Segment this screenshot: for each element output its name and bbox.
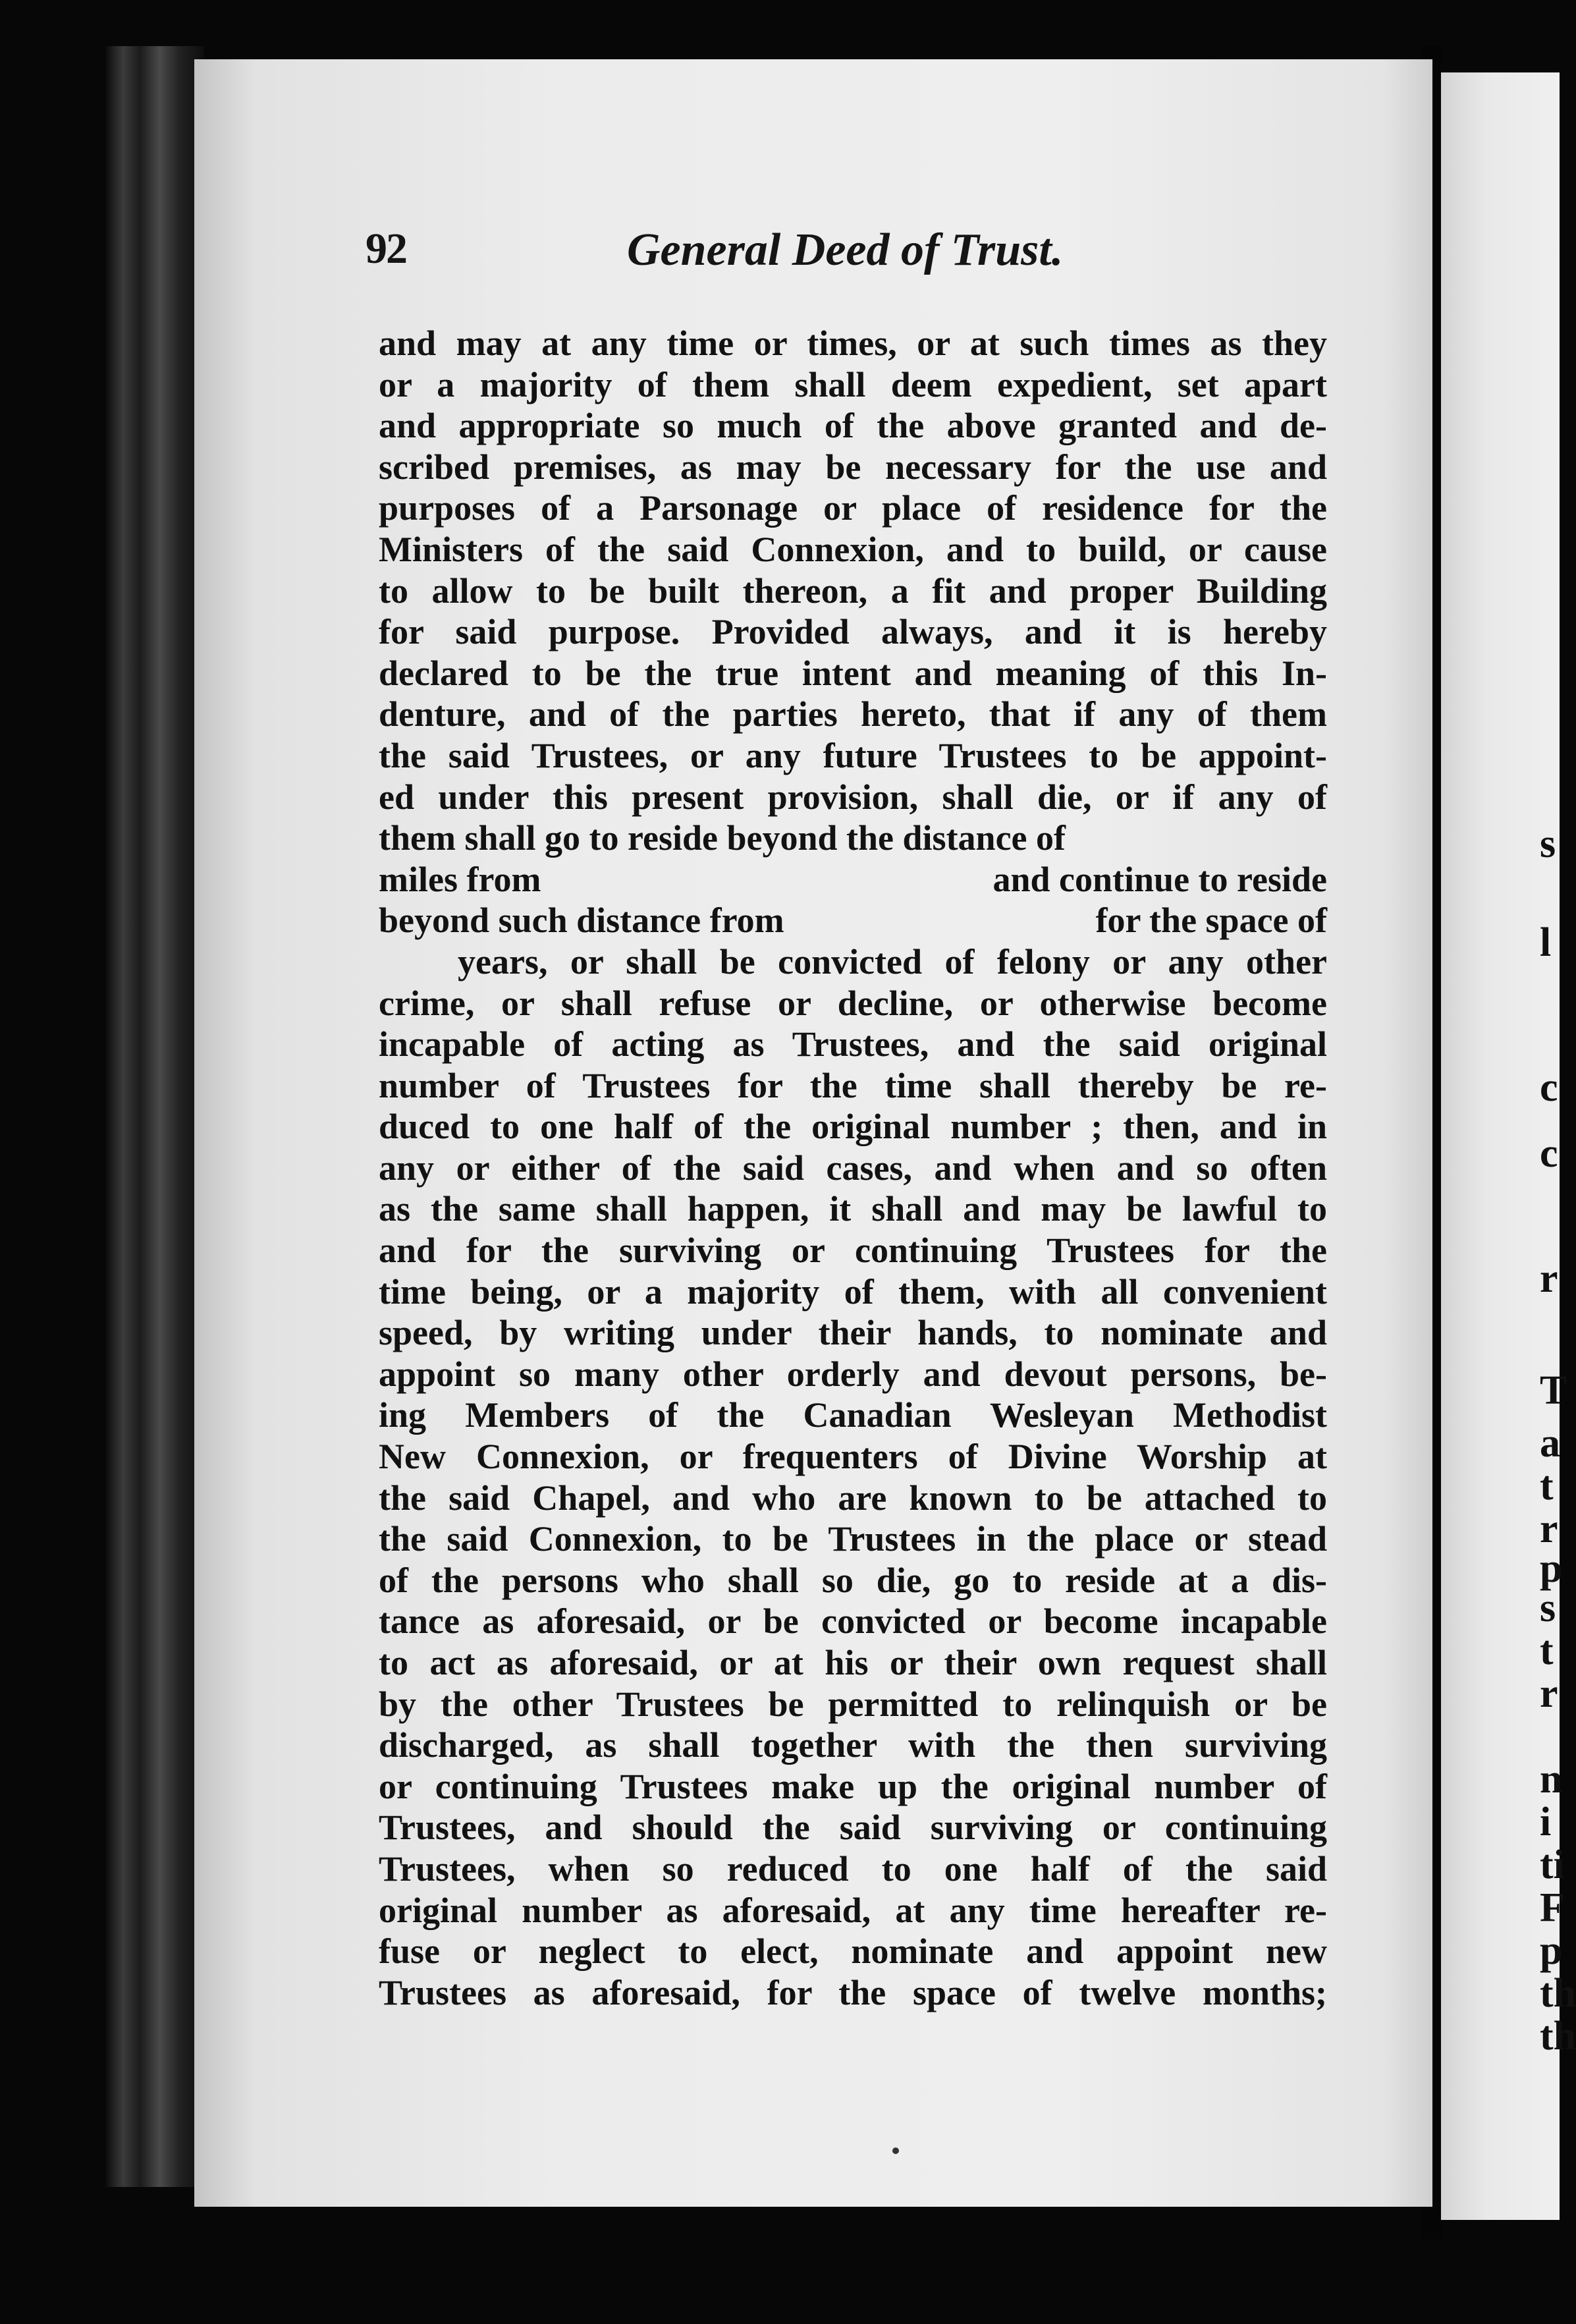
text-line: Ministers of the said Connexion, and to build, or cause xyxy=(379,529,1327,569)
body-text xyxy=(379,323,1327,2013)
text-fragment: miles from xyxy=(379,859,541,899)
adjacent-letter: c xyxy=(1540,1065,1558,1110)
text-line: as the same shall happen, it shall and may be lawful to xyxy=(379,1189,1327,1229)
text-line: appoint so many other orderly and devout persons, be- xyxy=(379,1354,1327,1394)
text-line: for said purpose. Provided always, and it is hereby xyxy=(379,612,1327,652)
text-line: ed under this present provision, shall die, or if any of xyxy=(379,777,1327,817)
text-line-with-blanks xyxy=(379,859,1327,900)
text-line: purposes of a Parsonage or place of residence for the xyxy=(379,488,1327,528)
text-line: speed, by writing under their hands, to nominate and xyxy=(379,1313,1327,1353)
text-line: New Connexion, or frequenters of Divine Worship at xyxy=(379,1437,1327,1477)
text-line: Trustees, and should the said surviving or continuing xyxy=(379,1808,1327,1848)
text-line: and may at any time or times, or at such times as they xyxy=(379,323,1327,363)
text-line: or a majority of them shall deem expedient, set apart xyxy=(379,364,1327,404)
adjacent-letter: s xyxy=(1540,821,1556,866)
adjacent-letter: th xyxy=(1540,2014,1576,2059)
text-line: the said Trustees, or any future Trustees to be appoint- xyxy=(379,735,1327,775)
adjacent-letter: l xyxy=(1540,920,1552,965)
ink-speck xyxy=(892,2147,899,2154)
adjacent-letter: t xyxy=(1540,1464,1554,1508)
text-line: and for the surviving or continuing Trustees for the xyxy=(379,1231,1327,1271)
text-line: to act as aforesaid, or at his or their own request shall xyxy=(379,1643,1327,1682)
adjacent-letter: s xyxy=(1540,1586,1556,1630)
page-number: 92 xyxy=(366,225,406,273)
text-line: crime, or shall refuse or decline, or otherwise become xyxy=(379,983,1327,1023)
adjacent-letter: T xyxy=(1540,1368,1567,1413)
text-line: duced to one half of the original number ; then, and in xyxy=(379,1107,1327,1147)
text-line-with-blanks xyxy=(379,900,1327,941)
adjacent-letter: r xyxy=(1540,1671,1558,1716)
adjacent-letter: r xyxy=(1540,1507,1558,1551)
text-line: ing Members of the Canadian Wesleyan Methodist xyxy=(379,1395,1327,1435)
adjacent-letter: p xyxy=(1540,1928,1563,1973)
text-line: the said Connexion, to be Trustees in the place or stead xyxy=(379,1519,1327,1559)
text-line: years, or shall be convicted of felony or any other xyxy=(458,941,1327,982)
adjacent-letter: th xyxy=(1540,1971,1576,2016)
adjacent-letter: c xyxy=(1540,1131,1558,1176)
book-binding-edge xyxy=(105,46,204,2187)
text-fragment: beyond such distance from xyxy=(379,900,784,941)
adjacent-letter: a xyxy=(1540,1421,1560,1466)
text-line: Trustees as aforesaid, for the space of twelve months; xyxy=(379,1972,1327,2012)
text-line: or continuing Trustees make up the original number of xyxy=(379,1766,1327,1806)
text-line: scribed premises, as may be necessary for the use and xyxy=(379,447,1327,487)
text-line: declared to be the true intent and meaning of this In- xyxy=(379,653,1327,693)
text-line: fuse or neglect to elect, nominate and appoint new xyxy=(379,1931,1327,1972)
adjacent-letter: r xyxy=(1540,1256,1558,1301)
text-line: denture, and of the parties hereto, that if any of them xyxy=(379,694,1327,734)
text-line: number of Trustees for the time shall thereby be re- xyxy=(379,1065,1327,1105)
text-line: and appropriate so much of the above granted and de- xyxy=(379,406,1327,446)
text-line: tance as aforesaid, or be convicted or become incapable xyxy=(379,1601,1327,1642)
adjacent-letter: i xyxy=(1540,1800,1552,1844)
text-line: of the persons who shall so die, go to reside at a dis- xyxy=(379,1560,1327,1600)
text-line: them shall go to reside beyond the distance of xyxy=(379,818,1066,858)
adjacent-letter: ti xyxy=(1540,1842,1565,1887)
adjacent-letter: n xyxy=(1540,1757,1563,1802)
text-line: Trustees, when so reduced to one half of the said xyxy=(379,1848,1327,1889)
text-line: discharged, as shall together with the then surviving xyxy=(379,1725,1327,1765)
running-title: General Deed of Trust. xyxy=(627,225,1064,275)
text-line: incapable of acting as Trustees, and the said original xyxy=(379,1024,1327,1065)
text-fragment: for the space of xyxy=(1095,900,1327,941)
text-line: by the other Trustees be permitted to relinquish or be xyxy=(379,1684,1327,1724)
adjacent-letter: p xyxy=(1540,1546,1563,1591)
text-line: any or either of the said cases, and when and so often xyxy=(379,1148,1327,1188)
text-line: time being, or a majority of them, with all convenient xyxy=(379,1271,1327,1312)
text-line: to allow to be built thereon, a fit and proper Building xyxy=(379,570,1327,611)
text-line: original number as aforesaid, at any time hereafter re- xyxy=(379,1890,1327,1930)
text-line: the said Chapel, and who are known to be attached to xyxy=(379,1478,1327,1518)
adjacent-letter: F xyxy=(1540,1885,1565,1930)
page-header xyxy=(366,224,1334,290)
adjacent-letter: t xyxy=(1540,1628,1554,1673)
text-fragment: and continue to reside xyxy=(992,859,1327,899)
